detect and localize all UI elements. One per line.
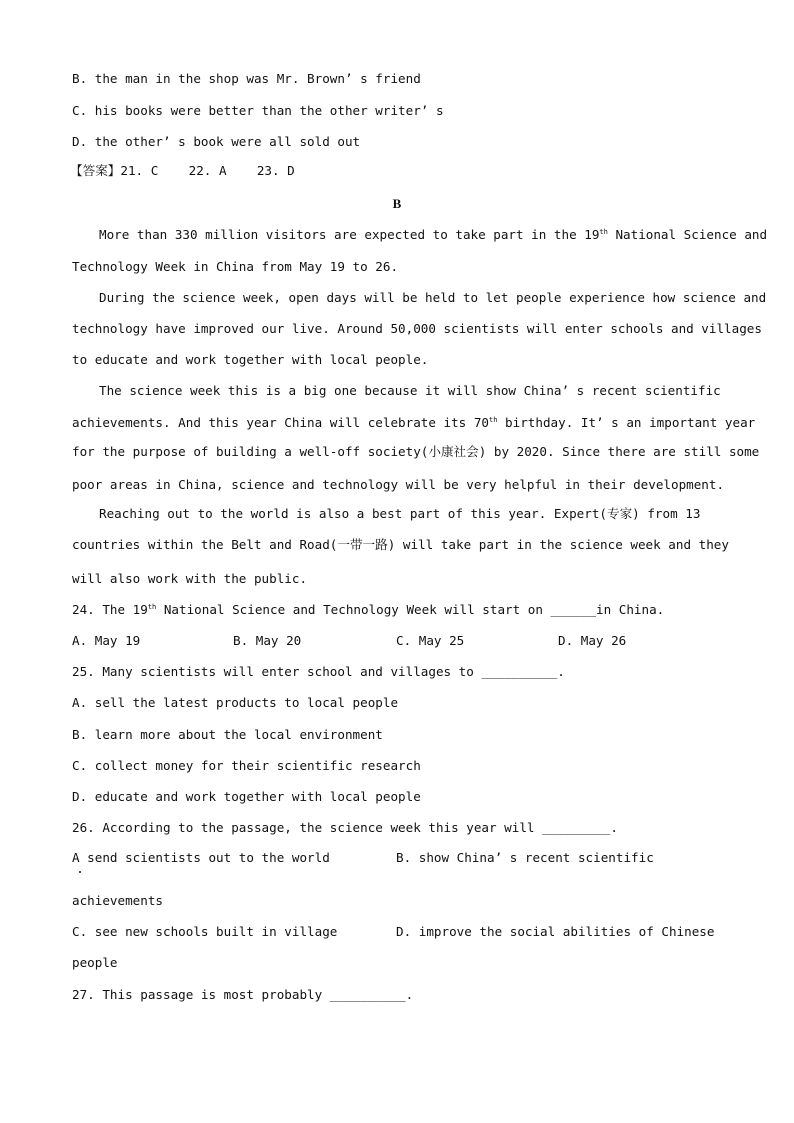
q24-option-a: A. May 19 [72,633,141,648]
q25-stem: 25. Many scientists will enter school and villages to __________. [72,664,565,679]
answer-label: 【答案】 [70,163,121,178]
passage-p4-line3: will also work with the public. [72,571,308,586]
passage-p1-line1: More than 330 million visitors are expected to take part in the 19th National Science and [99,227,768,242]
passage-p3-line1: The science week this is a big one because it will show China’ s recent scientific [99,383,721,398]
passage-p1-line2: Technology Week in China from May 19 to 26. [72,259,399,274]
passage-p3-line2: achievements. And this year China will celebrate its 70th birthday. It’ s an important year [72,415,756,430]
prev-option-c: C. his books were better than the other writer’ s [72,103,444,118]
q26-option-d-continued: people [72,955,118,970]
q26-option-c: C. see new schools built in village [72,924,338,939]
q27-stem: 27. This passage is most probably __________. [72,987,414,1002]
section-title: B [392,196,402,211]
answer-text: 21. C 22. A 23. D [120,163,295,178]
q24-option-d: D. May 26 [558,633,627,648]
q25-option-b: B. learn more about the local environment [72,727,383,742]
passage-p4-line2: countries within the Belt and Road(一带一路) will take part in the science week and they [72,537,729,552]
passage-p4-line1: Reaching out to the world is also a best part of this year. Expert(专家) from 13 [99,506,701,521]
q24-option-b: B. May 20 [233,633,302,648]
q25-option-a: A. sell the latest products to local people [72,695,399,710]
q26-option-d: D. improve the social abilities of Chinese [396,924,715,939]
prev-option-d: D. the other’ s book were all sold out [72,134,361,149]
q24-stem: 24. The 19th National Science and Technology Week will start on ______in China. [72,602,665,617]
q26-option-b-continued: achievements [72,893,163,908]
prev-option-b: B. the man in the shop was Mr. Brown’ s friend [72,71,421,86]
passage-p2-line3: to educate and work together with local people. [72,352,429,367]
q26-option-a: A send scientists out to the world [72,850,330,865]
passage-p2-line1: During the science week, open days will be held to let people experience how science and [99,290,767,305]
answer-line [70,163,295,179]
q24-option-c: C. May 25 [396,633,465,648]
q26-stem: 26. According to the passage, the science week this year will _________. [72,820,618,835]
stray-dot [79,871,81,873]
passage-p3-line4: poor areas in China, science and technology will be very helpful in their development. [72,477,725,492]
passage-p2-line2: technology have improved our live. Around 50,000 scientists will enter schools and villages [72,321,762,336]
passage-p3-line3: for the purpose of building a well-off society(小康社会) by 2020. Since there are still some [72,444,760,459]
q25-option-c: C. collect money for their scientific research [72,758,421,773]
q26-option-b: B. show China’ s recent scientific [396,850,654,865]
q25-option-d: D. educate and work together with local people [72,789,421,804]
